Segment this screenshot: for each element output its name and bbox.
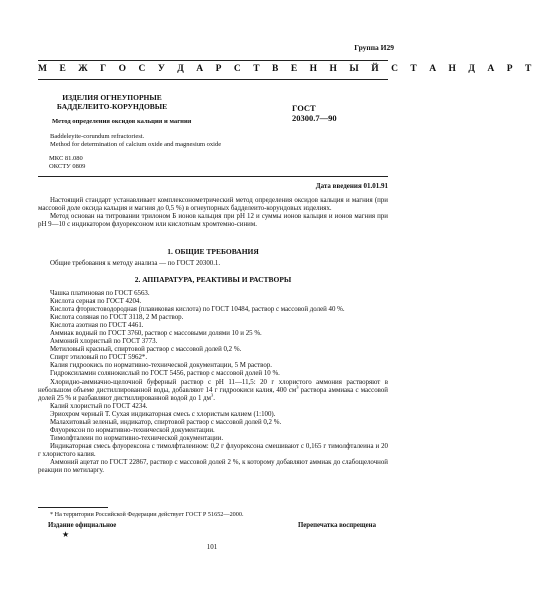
footnote-rule <box>38 507 108 508</box>
intro-paragraph-2: Метод основан на титровании трилоном Б ионов кальция при рН 12 и суммы ионов кальция и ионов магния при рН 9—10 с индикатором флуорексоном или кислотным хромтемно-синим. <box>38 213 388 229</box>
section-1-heading: 1. ОБЩИЕ ТРЕБОВАНИЯ <box>167 247 259 256</box>
list-item: Малахитовый зеленый, индикатор, спиртовой раствор с массовой долей 0,2 %. <box>50 418 282 426</box>
list-item: Аммоний ацетат по ГОСТ 22867, раствор с массовой долей 2 %, к которому добавляют аммиак до слабощелочной реакции по метиларгу. <box>38 458 388 475</box>
section-1-text-wrap <box>38 260 388 268</box>
section-2-heading: 2. АППАРАТУРА, РЕАКТИВЫ И РАСТВОРЫ <box>134 275 292 284</box>
superscript-3: 3 <box>211 392 214 398</box>
intro-text <box>38 197 388 230</box>
standard-type: М Е Ж Г О С У Д А Р С Т В Е Н Н Ы Й С Т А Н Д А Р Т <box>38 64 536 74</box>
gost-label: ГОСТ <box>292 103 316 113</box>
list-item: Аммиак водный по ГОСТ 3760, раствор с массовыми долями 10 и 25 %. <box>50 330 262 338</box>
mid-rule <box>38 176 388 177</box>
list-item: Чашка платиновая по ГОСТ 6563. <box>50 290 150 297</box>
title-block <box>38 93 238 149</box>
section-1-text: Общие требования к методу анализа — по ГОСТ 20300.1. <box>50 260 221 267</box>
list-item: Кислота соляная по ГОСТ 3118, 2 М раствор. <box>50 314 184 322</box>
method-ru: Метод определения оксидов кальция и магния <box>52 118 192 125</box>
intro-paragraph-1: Настоящий стандарт устанавливает комплексонометрический метод определения оксидов кальция и магния (при массовой доле оксида кальция и магния до 0,5 %) в огнеупорных бадделеито-корундовых изделиях. <box>38 197 388 213</box>
superscript-3: 3 <box>296 384 299 390</box>
list-item: Калия гидроокись по нормативно-технической документации, 5 М раствор. <box>50 362 272 370</box>
buffer-text-c: . <box>213 394 215 402</box>
title-ru-line1: ИЗДЕЛИЯ ОГНЕУПОРНЫЕ <box>62 93 162 102</box>
title-en-line1: Baddeleyite-corundum refractoriest. <box>50 133 145 140</box>
list-item: Кислота серная по ГОСТ 4204. <box>50 298 142 306</box>
list-item: Гидроксиламин солянокислый по ГОСТ 5456, раствор с массовой долей 10 %. <box>50 370 280 378</box>
buffer-text-a: Хлоридно-аммиачно-щелочной буферный раствор с рН 11—11,5: 20 г хлористого аммония растворяют в небольшом объеме дистиллированной воды, добавляют 14 г гидроокиси калия, 400 см <box>38 378 388 394</box>
page-number: 101 <box>206 543 218 551</box>
star-icon: ★ <box>62 530 70 539</box>
reagents-list <box>38 290 388 475</box>
list-item: Флуорексон по нормативно-технической документации. <box>50 426 215 434</box>
title-en <box>50 133 238 149</box>
reprint-prohibited: Перепечатка воспрещена <box>298 522 376 529</box>
okstu-code: ОКСТУ 0809 <box>49 163 86 170</box>
buffer-solution-item <box>38 379 388 403</box>
list-item: Аммоний хлористый по ГОСТ 3773. <box>50 338 158 346</box>
list-item: Эриохром черный Т. Сухая индикаторная смесь с хлористым калием (1:100). <box>50 410 276 418</box>
gost-designation <box>292 103 337 123</box>
list-item: Кислота фтористоводородная (плавиковая кислота) по ГОСТ 10484, раствор с массовой долей 40 %. <box>50 306 345 314</box>
group-code: Группа И29 <box>354 43 394 52</box>
edition-official: Издание официальное <box>48 522 117 529</box>
mks-code: МКС 81.080 <box>49 155 83 162</box>
list-item: Спирт этиловый по ГОСТ 5962*. <box>50 354 148 362</box>
title-ru-line2: БАДДЕЛЕИТО-КОРУНДОВЫЕ <box>56 102 168 111</box>
list-item: Кислота азотная по ГОСТ 4461. <box>50 322 144 330</box>
list-item: Метиловый красный, спиртовой раствор с массовой долей 0,2 %. <box>50 346 242 354</box>
top-rule-lower <box>38 79 388 80</box>
intro-date: Дата введения 01.01.91 <box>315 182 388 190</box>
top-rule <box>38 60 388 61</box>
gost-number: 20300.7—90 <box>292 113 337 123</box>
list-item: Индикаторная смесь флуорексона с тимолфталеином: 0,2 г флуорексона смешивают с 0,165 г тимолфталеина и 20 г хлористого калия. <box>38 442 388 458</box>
classification-codes <box>49 155 85 171</box>
title-en-line2: Method for determination of calcium oxide and magnesium oxide <box>50 141 222 148</box>
list-item: Калий хлористый по ГОСТ 4234. <box>50 402 148 410</box>
list-item: Тимолфталеин по нормативно-технической документации. <box>50 434 224 442</box>
buffer-text-b: раствора аммиака с массовой долей 25 % и разбавляют дистиллированной водой до 1 дм <box>38 386 388 402</box>
footnote: * На территории Российской Федерации действует ГОСТ Р 51652—2000. <box>50 511 244 518</box>
